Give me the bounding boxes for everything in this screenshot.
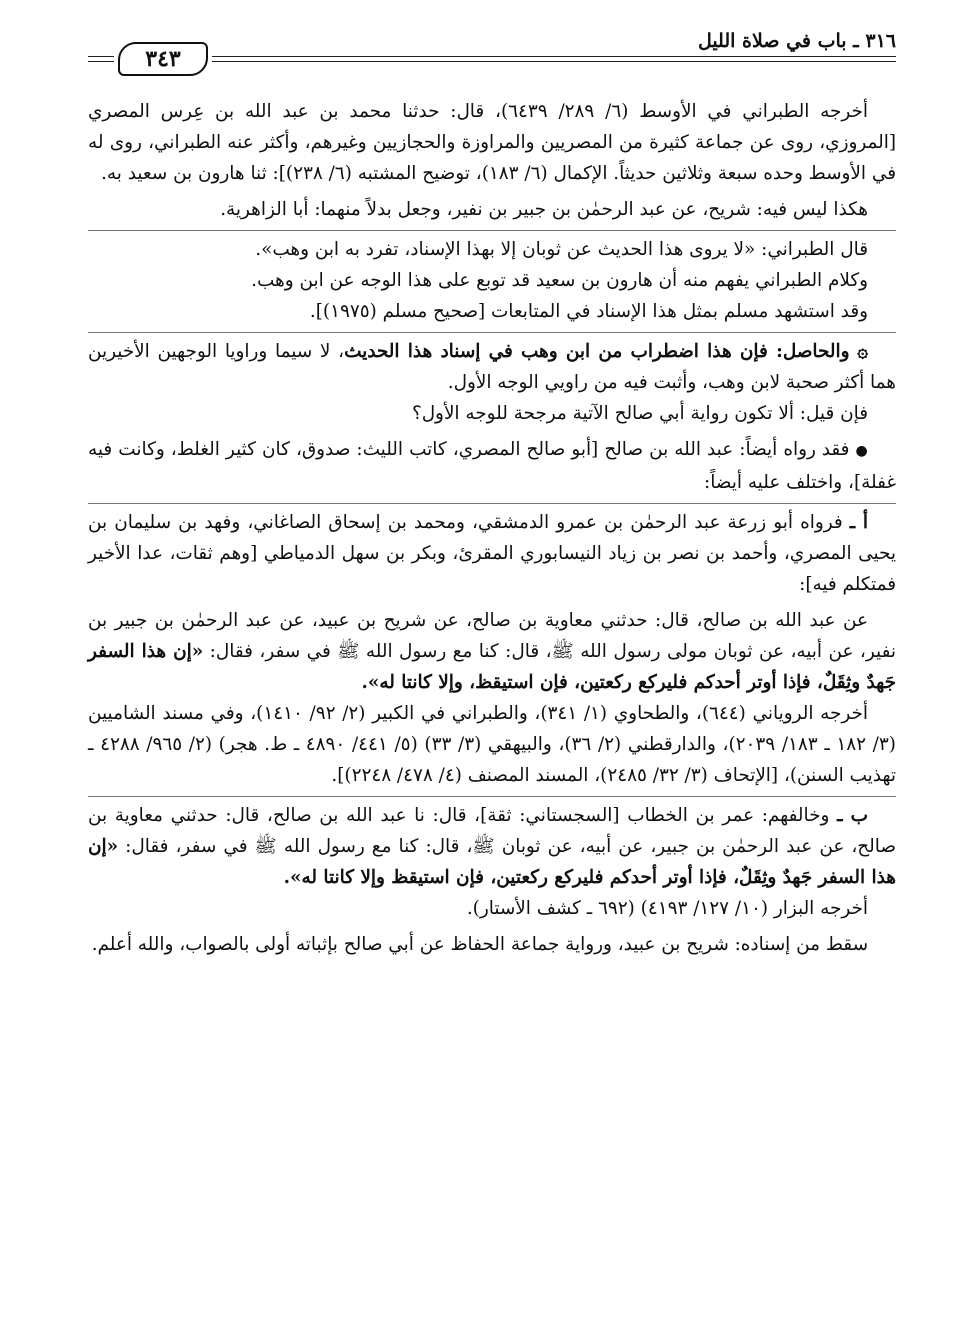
hadith-text: «إن هذا السفر جَهدٌ وثِقَلٌ، فإذا أوتر أحدكم فليركع ركعتين، فإن استيقظ، وإلا كانتا له». (88, 641, 896, 693)
page-number: ٣٤٣ (145, 46, 181, 72)
paragraph-text: ، لا سيما وراويا الوجهين الأخيرين هما أكثر صحبة لابن وهب، وأثبت فيه من راويي الوجه الأول. (88, 341, 896, 393)
paragraph (88, 503, 896, 600)
bullet-icon: ● (855, 443, 868, 459)
bold-conclusion: والحاصل: فإن هذا اضطراب من ابن وهب في إسناد هذا الحديث (344, 341, 850, 362)
page-header (88, 26, 896, 86)
paragraph: قال الطبراني: «لا يروى هذا الحديث عن ثوبان إلا بهذا الإسناد، تفرد به ابن وهب». (88, 230, 896, 265)
paragraph (88, 332, 896, 398)
page-number-badge (118, 42, 208, 76)
paragraph: أخرجه الطبراني في الأوسط (٦/ ٢٨٩/ ٦٤٣٩)، قال: حدثنا محمد بن عبد الله بن عِرس المصري [المروزي، روى عن جماعة كثيرة من المصريين والمراوزة والحجازيين وغيرهم، وأكثر عنه الطبراني، روى له في الأوسط وحده سبعة وثلاثين حديثاً. الإكمال (٦/ ١٨٣)، توضيح المشتبه (٦/ ٢٣٨)]: ثنا هارون بن سعيد به. (88, 101, 896, 184)
hadith-text: «إن هذا السفر جَهدٌ وثِقَلٌ، فإذا أوتر أحدكم فليركع ركعتين، فإن استيقظ وإلا كانتا له». (88, 836, 896, 888)
paragraph: فإن قيل: ألا تكون رواية أبي صالح الآتية مرجحة للوجه الأول؟ (411, 403, 868, 424)
paragraph: هكذا ليس فيه: شريح، عن عبد الرحمٰن بن جبير بن نفير، وجعل بدلاً منهما: أبا الزاهرية. (220, 199, 868, 220)
running-title: ٣١٦ ـ باب في صلاة الليل (697, 30, 896, 52)
paragraph-text: وخالفهم: عمر بن الخطاب [السجستاني: ثقة]، قال: نا عبد الله بن صالح، قال: حدثني معاوية بن صالح، عن عبد الرحمٰن بن جبير، عن أبيه، عن ثوبان ﷺ، قال: كنا مع رسول الله ﷺ في سفر، فقال: (88, 805, 896, 857)
page-body (88, 96, 896, 960)
paragraph-text: فرواه أبو زرعة عبد الرحمٰن بن عمرو الدمشقي، ومحمد بن إسحاق الصاغاني، وفهد بن سليمان بن يحيى المصري، وأحمد بن نصر بن زياد النيسابوري المقرئ، وبكر بن سهل الدمياطي [وهم ثقات، عدا الأخير فمتكلم فيه]: (88, 512, 896, 595)
list-marker: ب ـ (837, 805, 868, 826)
paragraph: وقد استشهد مسلم بمثل هذا الإسناد في المتابعات [صحيح مسلم (١٩٧٥)]. (309, 301, 868, 322)
paragraph (88, 434, 896, 498)
paragraph: أخرجه الروياني (٦٤٤)، والطحاوي (١/ ٣٤١)، والطبراني في الكبير (٢/ ٩٢/ ١٤١٠)، وفي مسند الشاميين (٣/ ١٨٢ ـ ١٨٣/ ٢٠٣٩)، والدارقطني (٢/ ٣٦)، والبيهقي (٣/ ٣٣) (٥/ ٤٤١/ ٤٨٩٠ ـ ط. هجر) (٢/ ٩٦٥/ ٤٢٨٨ ـ تهذيب السنن)، [الإتحاف (٣/ ٣٢/ ٢٤٨٥)، المسند المصنف (٤/ ٤٧٨/ ٢٢٤٨)]. (88, 703, 896, 786)
paragraph (88, 605, 896, 698)
paragraph-text: فقد رواه أيضاً: عبد الله بن صالح [أبو صالح المصري، كاتب الليث: صدوق، كان كثير الغلط، وكانت فيه غفلة]، واختلف عليه أيضاً: (88, 439, 896, 493)
section-marker-icon: ۞ (857, 341, 868, 362)
header-rule (212, 56, 896, 57)
paragraph: أخرجه البزار (١٠/ ١٢٧/ ٤١٩٣) (٦٩٢ ـ كشف الأستار). (466, 898, 868, 919)
paragraph: وكلام الطبراني يفهم منه أن هارون بن سعيد قد توبع على هذا الوجه عن ابن وهب. (251, 270, 868, 291)
paragraph-text: عن عبد الله بن صالح، قال: حدثني معاوية بن صالح، عن شريح بن عبيد، عن عبد الرحمٰن بن جبير بن نفير، عن أبيه، عن ثوبان مولى رسول الله ﷺ، قال: كنا مع رسول الله ﷺ في سفر، فقال: (88, 610, 896, 662)
list-marker: أ ـ (849, 512, 868, 533)
header-rule (212, 61, 896, 62)
paragraph: سقط من إسناده: شريح بن عبيد، ورواية جماعة الحفاظ عن أبي صالح بإثباته أولى بالصواب، والله أعلم. (91, 934, 868, 955)
paragraph (88, 796, 896, 893)
header-rule (88, 56, 114, 57)
header-rule (88, 61, 114, 62)
